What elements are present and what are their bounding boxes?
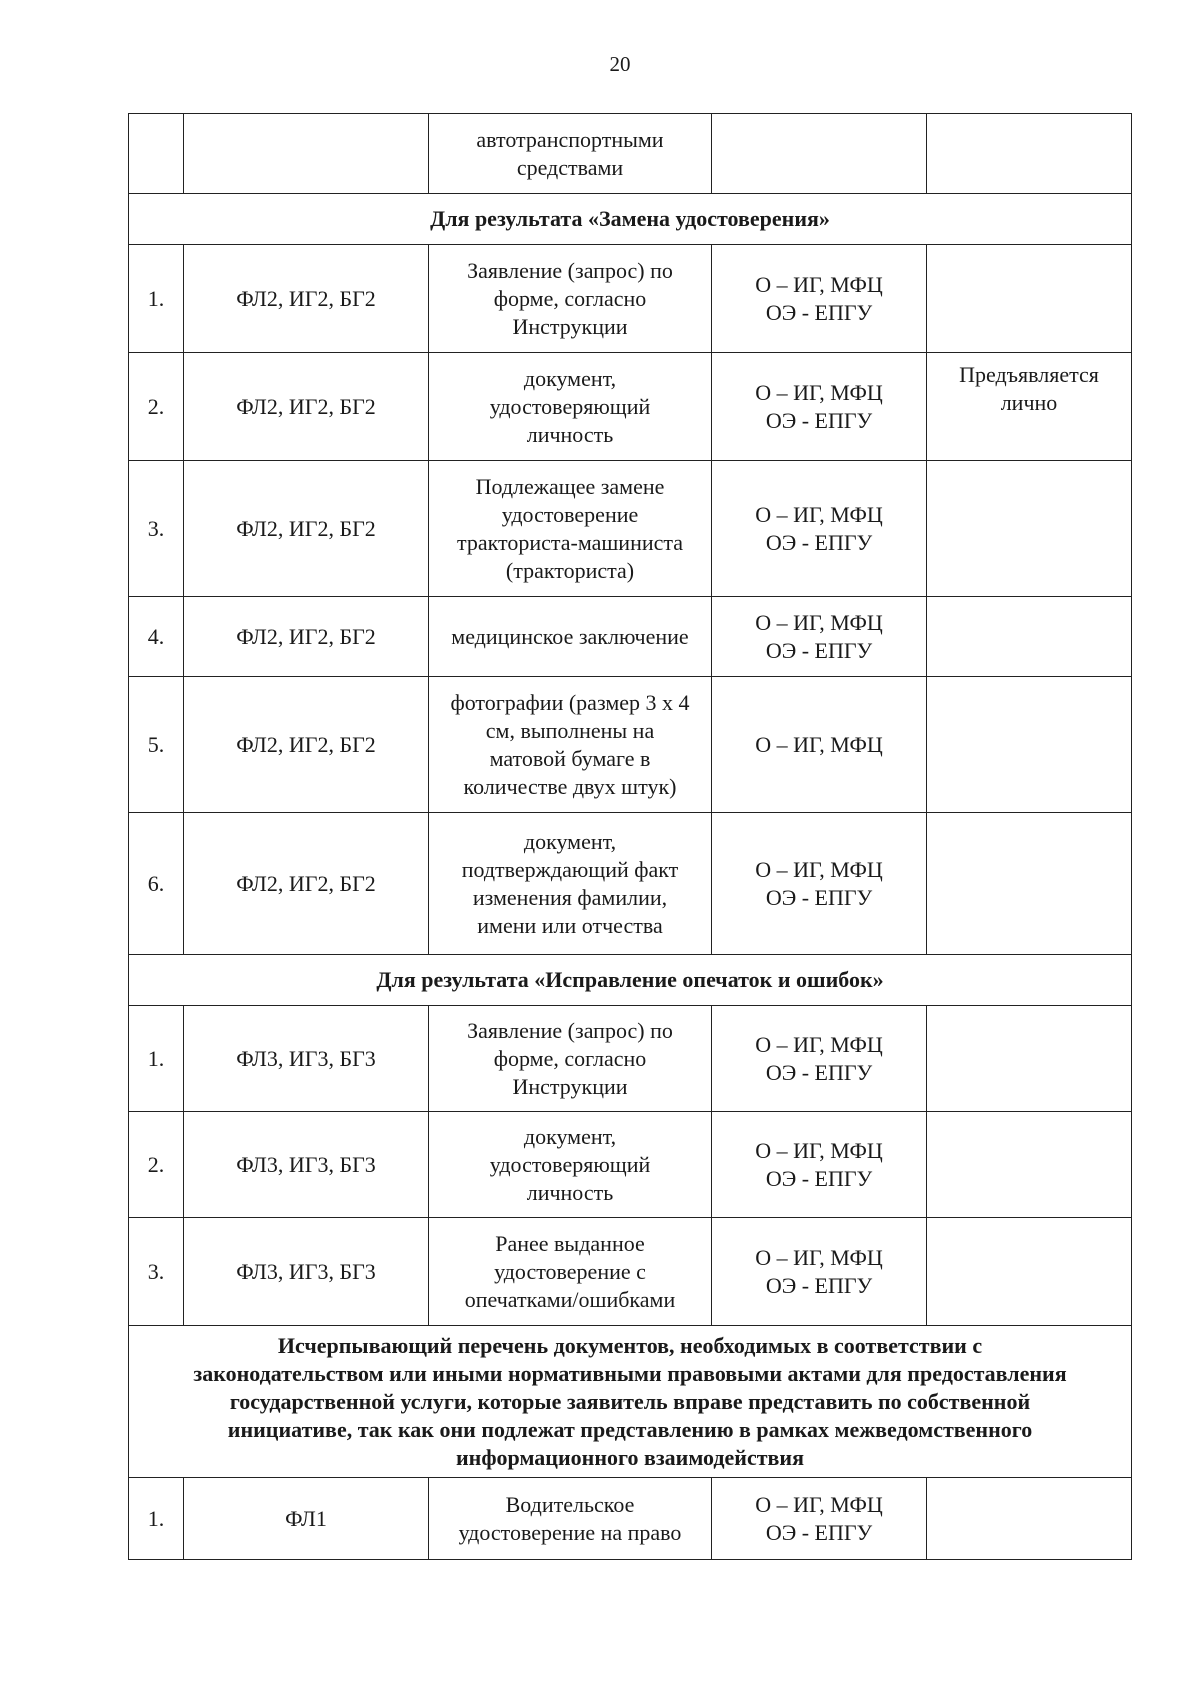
category-cell: ФЛ2, ИГ2, БГ2 xyxy=(184,461,429,597)
document-cell: документ, подтверждающий факт изменения фамилии, имени или отчества xyxy=(429,813,712,955)
category-cell: ФЛ3, ИГ3, БГ3 xyxy=(184,1006,429,1112)
note-cell xyxy=(927,461,1132,597)
row-number-cell: 6. xyxy=(129,813,184,955)
table-row xyxy=(129,245,1132,353)
channel-cell: О – ИГ, МФЦ ОЭ - ЕПГУ xyxy=(712,1112,927,1218)
document-cell: документ, удостоверяющий личность xyxy=(429,353,712,461)
table-row xyxy=(129,1006,1132,1112)
channel-cell: О – ИГ, МФЦ ОЭ - ЕПГУ xyxy=(712,813,927,955)
section-title: Для результата «Исправление опечаток и ошибок» xyxy=(129,955,1132,1006)
category-cell xyxy=(184,114,429,194)
table-row xyxy=(129,353,1132,461)
table-row xyxy=(129,114,1132,194)
channel-cell: О – ИГ, МФЦ xyxy=(712,677,927,813)
table-row xyxy=(129,1478,1132,1560)
row-number-cell: 1. xyxy=(129,245,184,353)
document-cell: документ, удостоверяющий личность xyxy=(429,1112,712,1218)
note-cell xyxy=(927,1218,1132,1326)
table-row xyxy=(129,813,1132,955)
note-cell xyxy=(927,114,1132,194)
table-row xyxy=(129,461,1132,597)
note-cell xyxy=(927,597,1132,677)
note-cell xyxy=(927,1112,1132,1218)
row-number-cell: 4. xyxy=(129,597,184,677)
note-cell xyxy=(927,677,1132,813)
document-cell: медицинское заключение xyxy=(429,597,712,677)
row-number-cell: 3. xyxy=(129,461,184,597)
channel-cell: О – ИГ, МФЦ ОЭ - ЕПГУ xyxy=(712,597,927,677)
channel-cell: О – ИГ, МФЦ ОЭ - ЕПГУ xyxy=(712,1478,927,1560)
channel-cell: О – ИГ, МФЦ ОЭ - ЕПГУ xyxy=(712,245,927,353)
document-cell: Ранее выданное удостоверение с опечатками/ошибками xyxy=(429,1218,712,1326)
note-cell xyxy=(927,1478,1132,1560)
table-row xyxy=(129,1112,1132,1218)
page-number: 20 xyxy=(609,52,631,76)
channel-cell: О – ИГ, МФЦ ОЭ - ЕПГУ xyxy=(712,1218,927,1326)
category-cell: ФЛ2, ИГ2, БГ2 xyxy=(184,597,429,677)
category-cell: ФЛ2, ИГ2, БГ2 xyxy=(184,677,429,813)
row-number-cell: 1. xyxy=(129,1478,184,1560)
category-cell: ФЛ3, ИГ3, БГ3 xyxy=(184,1218,429,1326)
note-cell: Предъявляется лично xyxy=(927,353,1132,461)
table-row xyxy=(129,597,1132,677)
document-cell: Заявление (запрос) по форме, согласно Инструкции xyxy=(429,1006,712,1112)
note-cell xyxy=(927,1006,1132,1112)
note-cell xyxy=(927,245,1132,353)
table-row xyxy=(129,1218,1132,1326)
category-cell: ФЛ1 xyxy=(184,1478,429,1560)
section-header-row xyxy=(129,1326,1132,1478)
row-number-cell: 2. xyxy=(129,353,184,461)
category-cell: ФЛ3, ИГ3, БГ3 xyxy=(184,1112,429,1218)
channel-cell: О – ИГ, МФЦ ОЭ - ЕПГУ xyxy=(712,353,927,461)
document-cell: Подлежащее замене удостоверение тракториста-машиниста (тракториста) xyxy=(429,461,712,597)
row-number-cell: 1. xyxy=(129,1006,184,1112)
category-cell: ФЛ2, ИГ2, БГ2 xyxy=(184,813,429,955)
category-cell: ФЛ2, ИГ2, БГ2 xyxy=(184,353,429,461)
documents-table xyxy=(128,113,1132,1560)
document-cell: фотографии (размер 3 х 4 см, выполнены на матовой бумаге в количестве двух штук) xyxy=(429,677,712,813)
channel-cell xyxy=(712,114,927,194)
document-cell: Водительское удостоверение на право xyxy=(429,1478,712,1560)
section-title: Исчерпывающий перечень документов, необходимых в соответствии с законодательством или иными нормативными правовыми актами для предоставления государственной услуги, которые заявитель вправе представить по собственной инициативе, так как они подлежат представлению в рамках межведомственного информационного взаимодействия xyxy=(129,1326,1132,1478)
note-cell xyxy=(927,813,1132,955)
category-cell: ФЛ2, ИГ2, БГ2 xyxy=(184,245,429,353)
row-number-cell: 3. xyxy=(129,1218,184,1326)
section-title: Для результата «Замена удостоверения» xyxy=(129,194,1132,245)
section-header-row xyxy=(129,955,1132,1006)
table-row xyxy=(129,677,1132,813)
document-cell: автотранспортными средствами xyxy=(429,114,712,194)
row-number-cell: 2. xyxy=(129,1112,184,1218)
row-number-cell: 5. xyxy=(129,677,184,813)
channel-cell: О – ИГ, МФЦ ОЭ - ЕПГУ xyxy=(712,461,927,597)
documents-table-body xyxy=(129,114,1132,1560)
row-number-cell xyxy=(129,114,184,194)
document-cell: Заявление (запрос) по форме, согласно Инструкции xyxy=(429,245,712,353)
section-header-row xyxy=(129,194,1132,245)
channel-cell: О – ИГ, МФЦ ОЭ - ЕПГУ xyxy=(712,1006,927,1112)
